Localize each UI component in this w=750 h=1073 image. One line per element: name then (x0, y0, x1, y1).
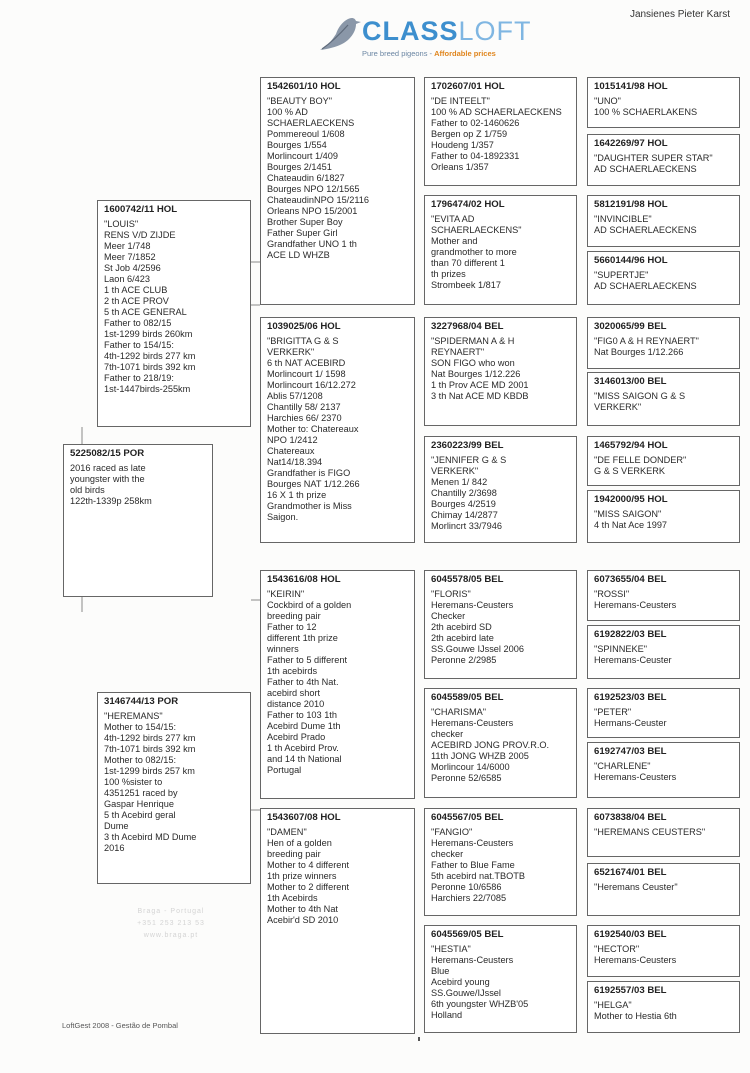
pedigree-line: old birds (70, 485, 105, 495)
pigeon-card-ddd (424, 925, 577, 1033)
pedigree-line: Heremans-Ceuster (594, 655, 672, 665)
pedigree-line: "DAUGHTER SUPER STAR" (594, 153, 713, 163)
pedigree-line: Morlincourt 16/12.272 (267, 380, 356, 390)
pedigree-line: Bourges 4/2519 (431, 499, 496, 509)
pedigree-line: "BEAUTY BOY" (267, 96, 333, 106)
pedigree-line: 2016 raced as late (70, 463, 146, 473)
pedigree-line: 2th acebird late (431, 633, 494, 643)
ring-number: 1543607/08 HOL (267, 812, 341, 823)
ring-number: 6045578/05 BEL (431, 574, 504, 585)
pedigree-line: 3 th Acebird MD Dume (104, 832, 197, 842)
pedigree-line: "LOUIS" (104, 219, 139, 229)
pedigree-line: 6 th NAT ACEBIRD (267, 358, 346, 368)
pedigree-line: "EVITA AD (431, 214, 475, 224)
ring-number: 6073655/04 BEL (594, 574, 667, 585)
pedigree-line: 1th acebirds (267, 666, 318, 676)
pedigree-line: checker (431, 729, 464, 739)
pedigree-line: Checker (431, 611, 466, 621)
pedigree-line: "HEREMANS" (104, 711, 163, 721)
pedigree-line: "UNO" (594, 96, 621, 106)
pedigree-line: Houdeng 1/357 (431, 140, 494, 150)
pigeon-card-gen4 (587, 625, 740, 679)
pedigree-line: Dume (104, 821, 129, 831)
pedigree-line: Morlincourt 1/409 (267, 151, 338, 161)
pedigree-line: 5 th ACE GENERAL (104, 307, 187, 317)
pedigree-line: Blue (431, 966, 450, 976)
pedigree-line: Mother to 154/15: (104, 722, 177, 732)
pedigree-line: "DAMEN" (267, 827, 307, 837)
ring-number: 3146744/13 POR (104, 696, 179, 707)
pedigree-line: Acebird Prado (267, 732, 326, 742)
pedigree-line: "DE FELLE DONDER" (594, 455, 687, 465)
pedigree-line: Holland (431, 1010, 463, 1020)
pigeon-card-gen4 (587, 436, 740, 486)
pedigree-line: 1 th Prov ACE MD 2001 (431, 380, 529, 390)
pigeon-card-gen4 (587, 317, 740, 369)
pedigree-line: Father to 04-1892331 (431, 151, 520, 161)
pedigree-line: "DE INTEELT" (431, 96, 490, 106)
pedigree-line: acebird short (267, 688, 321, 698)
pedigree-line: VERKERK" (267, 347, 315, 357)
pedigree-line: "HESTIA" (431, 944, 471, 954)
pedigree-line: Meer 7/1852 (104, 252, 156, 262)
ring-number: 5660144/96 HOL (594, 255, 668, 266)
pedigree-line: Acebird Dume 1th (267, 721, 341, 731)
pedigree-line: 5th acebird nat.TBOTB (431, 871, 525, 881)
pedigree-line: Mother to: Chatereaux (267, 424, 359, 434)
pedigree-line: SCHAERLAECKENS (267, 118, 355, 128)
pedigree-line: ACEBIRD JONG PROV.R.O. (431, 740, 550, 750)
pedigree-line: 100 % AD SCHAERLAECKENS (431, 107, 562, 117)
pigeon-card-dam-dam (260, 808, 415, 1034)
pedigree-line: than 70 different 1 (431, 258, 505, 268)
pedigree-line: Harchies 66/ 2370 (267, 413, 342, 423)
pedigree-line: Mother and (431, 236, 478, 246)
pedigree-line: SON FIGO who won (431, 358, 515, 368)
pedigree-line: distance 2010 (267, 699, 325, 709)
pedigree-line: "FLORIS" (431, 589, 471, 599)
pedigree-line: Bourges NAT 1/12.266 (267, 479, 360, 489)
pedigree-line: Chantilly 58/ 2137 (267, 402, 341, 412)
pedigree-line: Father to 103 1th (267, 710, 337, 720)
pedigree-line: Heremans-Ceusters (431, 718, 514, 728)
pedigree-line: NPO 1/2412 (267, 435, 318, 445)
ring-number: 1642269/97 HOL (594, 138, 668, 149)
pedigree-line: 4th-1292 birds 277 km (104, 733, 196, 743)
pedigree-line: th prizes (431, 269, 466, 279)
pedigree-line: Acebird young (431, 977, 490, 987)
pedigree-line: "HELGA" (594, 1000, 632, 1010)
pedigree-line: RENS V/D ZIJDE (104, 230, 176, 240)
pigeon-card-gen4 (587, 981, 740, 1033)
pedigree-line: Heremans-Ceusters (594, 600, 677, 610)
pedigree-line: 4351251 raced by (104, 788, 178, 798)
ring-number: 6192540/03 BEL (594, 929, 667, 940)
pigeon-card-dam-sire (260, 570, 415, 799)
pigeon-card-gen4 (587, 742, 740, 798)
pedigree-line: "SPINNEKE" (594, 644, 647, 654)
pedigree-line: Grandfather UNO 1 th (267, 239, 357, 249)
pigeon-card-gen4 (587, 808, 740, 857)
pedigree-line: Morlincrt 33/7946 (431, 521, 502, 531)
pedigree-line: winners (267, 644, 299, 654)
pedigree-line: "CHARLENE" (594, 761, 651, 771)
pedigree-line: Father to 154/15: (104, 340, 174, 350)
pedigree-line: 2th acebird SD (431, 622, 492, 632)
pedigree-line: 16 X 1 th prize (267, 490, 327, 500)
pedigree-line: Pommereoul 1/608 (267, 129, 345, 139)
pedigree-line: 1st-1447birds-255km (104, 384, 191, 394)
pigeon-card-gen4 (587, 195, 740, 247)
pedigree-line: Ablis 57/1208 (267, 391, 323, 401)
pedigree-line: Acebir'd SD 2010 (267, 915, 339, 925)
pedigree-line: St Job 4/2596 (104, 263, 161, 273)
pedigree-line: Father Super Girl (267, 228, 338, 238)
pedigree-line: 11th JONG WHZB 2005 (431, 751, 529, 761)
pigeon-card-sss (424, 77, 577, 186)
pedigree-line: "MISS SAIGON" (594, 509, 662, 519)
ring-number: 6192822/03 BEL (594, 629, 667, 640)
pedigree-line: AD SCHAERLAECKENS (594, 225, 697, 235)
pedigree-line: Harchiers 22/7085 (431, 893, 507, 903)
pedigree-line: Mother to 2 different (267, 882, 350, 892)
pedigree-line: 1th prize winners (267, 871, 337, 881)
pedigree-line: Hen of a golden (267, 838, 332, 848)
pedigree-line: Heremans-Ceusters (594, 772, 677, 782)
pedigree-line: Mother to 4th Nat (267, 904, 338, 914)
ring-number: 5812191/98 HOL (594, 199, 668, 210)
pedigree-line: Peronne 52/6585 (431, 773, 502, 783)
pedigree-line: VERKERK" (594, 402, 642, 412)
pedigree-line: Laon 6/423 (104, 274, 150, 284)
ring-number: 1542601/10 HOL (267, 81, 341, 92)
pigeon-card-gen4 (587, 372, 740, 426)
pedigree-line: 5 th Acebird geral (104, 810, 176, 820)
pedigree-line: Chantilly 2/3698 (431, 488, 497, 498)
pedigree-line: 3 th Nat ACE MD KBDB (431, 391, 529, 401)
pedigree-line: 7th-1071 birds 392 km (104, 744, 196, 754)
pigeon-card-gen4 (587, 863, 740, 916)
pedigree-line: 2016 (104, 843, 125, 853)
pedigree-line: "FANGIO" (431, 827, 473, 837)
pedigree-line: Father to 082/15 (104, 318, 172, 328)
pedigree-line: grandmother to more (431, 247, 517, 257)
pedigree-line: Saigon. (267, 512, 299, 522)
pigeon-card-dsd (424, 688, 577, 798)
pedigree-line: checker (431, 849, 464, 859)
ring-number: 6045589/05 BEL (431, 692, 504, 703)
pedigree-line: 100 % SCHAERLAKENS (594, 107, 698, 117)
pedigree-line: Orleans 1/357 (431, 162, 489, 172)
pedigree-line: Father to 02-1460626 (431, 118, 520, 128)
pedigree-line: 7th-1071 birds 392 km (104, 362, 196, 372)
ring-number: 1600742/11 HOL (104, 204, 178, 215)
pedigree-line: Father to Blue Fame (431, 860, 515, 870)
pedigree-line: "KEIRIN" (267, 589, 305, 599)
pedigree-line: Strombeek 1/817 (431, 280, 501, 290)
pedigree-line: Mother to Hestia 6th (594, 1011, 677, 1021)
pedigree-line: "JENNIFER G & S (431, 455, 507, 465)
ring-number: 6045567/05 BEL (431, 812, 504, 823)
ring-number: 1702607/01 HOL (431, 81, 505, 92)
pigeon-card-gen4 (587, 134, 740, 186)
ring-number: 3227968/04 BEL (431, 321, 504, 332)
pedigree-line: breeding pair (267, 849, 321, 859)
pedigree-line: Peronne 10/6586 (431, 882, 502, 892)
pedigree-line: Nat Bourges 1/12.226 (431, 369, 521, 379)
pedigree-line: Brother Super Boy (267, 217, 343, 227)
ring-number: 6521674/01 BEL (594, 867, 667, 878)
scan-mark (418, 1037, 420, 1041)
pedigree-line: VERKERK" (431, 466, 479, 476)
pedigree-line: Chateaudin 6/1827 (267, 173, 345, 183)
faded-stamp: Braga - Portugal +351 253 213 53 www.braga.pt (137, 908, 205, 939)
ring-number: 6192557/03 BEL (594, 985, 667, 996)
pedigree-line: Orleans NPO 15/2001 (267, 206, 358, 216)
pedigree-line: ChateaudinNPO 15/2116 (267, 195, 369, 205)
pedigree-line: Mother to 082/15: (104, 755, 177, 765)
pedigree-line: Menen 1/ 842 (431, 477, 488, 487)
ring-number: 5225082/15 POR (70, 448, 145, 459)
pedigree-line: 122th-1339p 258km (70, 496, 152, 506)
pigeon-card-sire-sire (260, 77, 415, 305)
pedigree-line: ACE LD WHZB (267, 250, 330, 260)
pedigree-line: SS.Gouwe IJssel 2006 (431, 644, 524, 654)
footer-text: LoftGest 2008 - Gestão de Pombal (62, 1021, 178, 1030)
ring-number: 3146013/00 BEL (594, 376, 667, 387)
pigeon-card-sire-dam (260, 317, 415, 543)
pedigree-line: Portugal (267, 765, 302, 775)
pedigree-line: Nat Bourges 1/12.266 (594, 347, 684, 357)
pedigree-line: Heremans-Ceusters (431, 955, 514, 965)
pedigree-line: 1th Acebirds (267, 893, 318, 903)
pigeon-card-dss (424, 570, 577, 679)
ring-number: 1015141/98 HOL (594, 81, 668, 92)
pedigree-line: "ROSSI" (594, 589, 630, 599)
pedigree-line: "Heremans Ceuster" (594, 882, 678, 892)
pedigree-line: Bourges NPO 12/1565 (267, 184, 360, 194)
pigeon-card-gen4 (587, 77, 740, 128)
pedigree-line: G & S VERKERK (594, 466, 665, 476)
pedigree-line: 1 th Acebird Prov. (267, 743, 339, 753)
pedigree-line: 1st-1299 birds 260km (104, 329, 193, 339)
ring-number: 6192523/03 BEL (594, 692, 667, 703)
pigeon-card-gen4 (587, 688, 740, 738)
pigeon-card-sdd (424, 436, 577, 543)
ring-number: 1465792/94 HOL (594, 440, 668, 451)
pedigree-line: "HECTOR" (594, 944, 640, 954)
pedigree-line: Heremans-Ceusters (431, 600, 514, 610)
brand-wordmark: CLASSLOFT (362, 16, 532, 46)
pedigree-line: 4 th Nat Ace 1997 (594, 520, 668, 530)
pedigree-line: Bergen op Z 1/759 (431, 129, 508, 139)
ring-number: 6192747/03 BEL (594, 746, 667, 757)
pigeon-card-gen4 (587, 925, 740, 977)
pedigree-line: Meer 1/748 (104, 241, 151, 251)
owner-name: Jansienes Pieter Karst (629, 9, 730, 20)
ring-number: 6073838/04 BEL (594, 812, 667, 823)
pedigree-line: "SUPERTJE" (594, 270, 649, 280)
pedigree-line: Heremans-Ceusters (594, 955, 677, 965)
pedigree-line: Father to 12 (267, 622, 317, 632)
pedigree-line: Bourges 2/1451 (267, 162, 332, 172)
pedigree-line: "BRIGITTA G & S (267, 336, 339, 346)
pedigree-line: Grandfather is FIGO (267, 468, 351, 478)
pigeon-card-ssd (424, 195, 577, 305)
pedigree-line: Heremans-Ceusters (431, 838, 514, 848)
pedigree-line: Chimay 14/2877 (431, 510, 498, 520)
pedigree-line: Hermans-Ceuster (594, 718, 667, 728)
pedigree-line: "FIG0 A & H REYNAERT" (594, 336, 699, 346)
pedigree-line: "CHARISMA" (431, 707, 487, 717)
pedigree-line: Gaspar Henrique (104, 799, 174, 809)
pedigree-line: "SPIDERMAN A & H (431, 336, 515, 346)
pigeon-card-dds (424, 808, 577, 916)
pedigree-line: Morlincour 14/6000 (431, 762, 510, 772)
pedigree-line: Chatereaux (267, 446, 315, 456)
pedigree-line: different 1th prize (267, 633, 338, 643)
ring-number: 6045569/05 BEL (431, 929, 504, 940)
ring-number: 3020065/99 BEL (594, 321, 667, 332)
pedigree-line: 100 %sister to (104, 777, 163, 787)
ring-number: 1543616/08 HOL (267, 574, 341, 585)
pedigree-line: Nat14/18.394 (267, 457, 323, 467)
pedigree-line: Bourges 1/554 (267, 140, 327, 150)
pedigree-line: 1st-1299 birds 257 km (104, 766, 195, 776)
pedigree-line: breeding pair (267, 611, 321, 621)
ring-number: 1942000/95 HOL (594, 494, 668, 505)
pedigree-line: "PETER" (594, 707, 632, 717)
pedigree-line: youngster with the (70, 474, 145, 484)
pedigree-line: Morlincourt 1/ 1598 (267, 369, 346, 379)
pedigree-line: Father to 5 different (267, 655, 348, 665)
pedigree-line: 1 th ACE CLUB (104, 285, 168, 295)
pedigree-line: Father to 218/19: (104, 373, 174, 383)
pigeon-card-sds (424, 317, 577, 426)
pedigree-line: Father to 4th Nat. (267, 677, 339, 687)
pedigree-line: "MISS SAIGON G & S (594, 391, 686, 401)
pedigree-line: 4th-1292 birds 277 km (104, 351, 196, 361)
pigeon-card-gen4 (587, 570, 740, 621)
pedigree-line: Peronne 2/2985 (431, 655, 497, 665)
ring-number: 2360223/99 BEL (431, 440, 504, 451)
pedigree-line: REYNAERT" (431, 347, 485, 357)
pigeon-card-dam (97, 692, 251, 884)
pedigree-line: Cockbird of a golden (267, 600, 352, 610)
pedigree-line: 2 th ACE PROV (104, 296, 169, 306)
pedigree-line: and 14 th National (267, 754, 342, 764)
pedigree-line: "INVINCIBLE" (594, 214, 652, 224)
pigeon-card-gen4 (587, 251, 740, 305)
pedigree-line: 6th youngster WHZB'05 (431, 999, 529, 1009)
pedigree-line: SCHAERLAECKENS" (431, 225, 522, 235)
pedigree-line: Grandmother is Miss (267, 501, 352, 511)
ring-number: 1039025/06 HOL (267, 321, 341, 332)
pedigree-line: SS.Gouwe/IJssel (431, 988, 501, 998)
pedigree-line: AD SCHAERLAECKENS (594, 281, 697, 291)
ring-number: 1796474/02 HOL (431, 199, 505, 210)
pedigree-line: 100 % AD (267, 107, 308, 117)
brand-tagline: Pure breed pigeons - Affordable prices (362, 49, 496, 58)
pigeon-card-subject (63, 444, 213, 597)
pedigree-line: "HEREMANS CEUSTERS" (594, 827, 706, 837)
pedigree-line: Mother to 4 different (267, 860, 350, 870)
pedigree-line: AD SCHAERLAECKENS (594, 164, 697, 174)
pigeon-card-sire (97, 200, 251, 427)
pigeon-card-gen4 (587, 490, 740, 543)
